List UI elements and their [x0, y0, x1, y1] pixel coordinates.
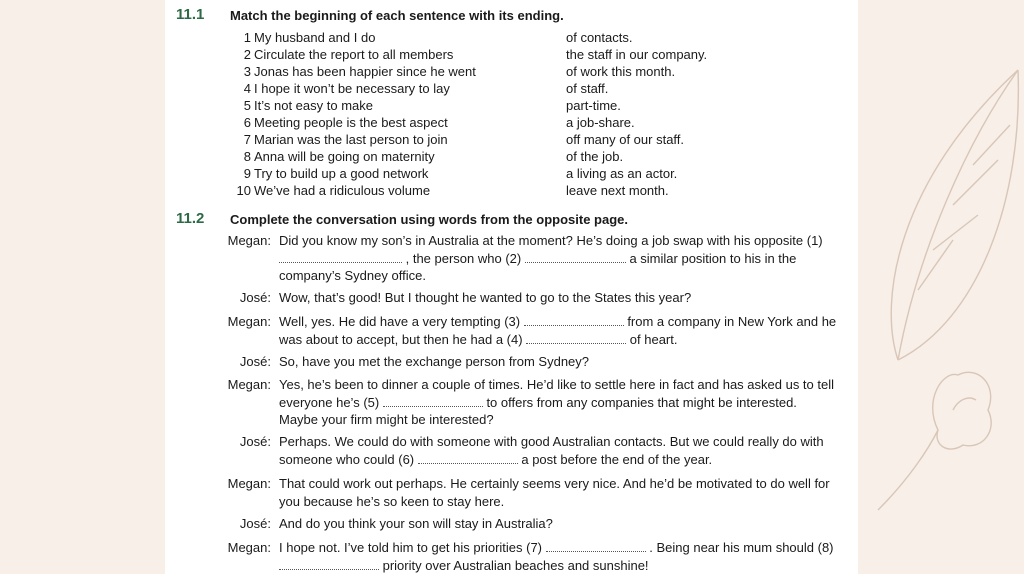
speaker-label: Megan: — [227, 314, 271, 329]
answer-blank-5[interactable] — [383, 395, 483, 407]
list-item: 10 We’ve had a ridiculous volume leave next month. — [236, 183, 669, 198]
speaker-label: Megan: — [227, 377, 271, 392]
list-item: 7 Marian was the last person to join off many of our staff. — [243, 132, 685, 147]
speaker-label: José: — [239, 354, 271, 369]
section-number-11-2: 11.2 — [176, 210, 205, 227]
answer-blank-8[interactable] — [279, 558, 379, 570]
dialogue-text: Wow, that’s good! But I thought he wanted to go to the States this year? — [279, 290, 692, 305]
answer-blank-6[interactable] — [418, 452, 518, 464]
list-item: 2 Circulate the report to all members the staff in our company. — [243, 47, 708, 62]
answer-blank-7[interactable] — [546, 540, 646, 552]
list-item: 1 My husband and I do of contacts. — [243, 30, 633, 45]
speaker-label: Megan: — [227, 233, 271, 248]
dialogue-text: And do you think your son will stay in Australia? — [279, 516, 553, 531]
dialogue-text: Perhaps. We could do with someone with good Australian contacts. But we could really do with someone who could (6) a post before the end of the year. — [279, 434, 824, 467]
list-item: 8 Anna will be going on maternity of the job. — [243, 149, 624, 164]
list-item: 5 It’s not easy to make part-time. — [243, 98, 621, 113]
dialogue-text: Yes, he’s been to dinner a couple of times. He’d like to settle here in fact and has asked us to tell everyone he’s (5) to offers from any companies that might be interested. Maybe your firm might be interested? — [279, 377, 835, 427]
section-number-11-1: 11.1 — [176, 6, 205, 23]
speaker-label: José: — [239, 434, 271, 449]
dialogue-text: Well, yes. He did have a very tempting (3) from a company in New York and he was about to accept, but then he had a (4) of heart. — [279, 314, 837, 347]
answer-blank-1[interactable] — [279, 251, 402, 263]
answer-blank-3[interactable] — [524, 314, 624, 326]
list-item: 3 Jonas has been happier since he went of work this month. — [243, 64, 676, 79]
workbook-page — [165, 0, 858, 574]
speaker-label: Megan: — [227, 540, 271, 555]
list-item: 9 Try to build up a good network a living as an actor. — [243, 166, 678, 181]
dialogue-text: So, have you met the exchange person from Sydney? — [279, 354, 590, 369]
list-item: 6 Meeting people is the best aspect a job-share. — [243, 115, 635, 130]
dialogue-text: Did you know my son’s in Australia at the moment? He’s doing a job swap with his opposite (1) , the person who (2) a similar position to his in the company’s Sydney office. — [279, 233, 823, 283]
speaker-label: Megan: — [227, 476, 271, 491]
answer-blank-2[interactable] — [525, 251, 626, 263]
answer-blank-4[interactable] — [526, 332, 626, 344]
speaker-label: José: — [239, 516, 271, 531]
dialogue-text: I hope not. I’ve told him to get his priorities (7) . Being near his mum should (8) priority over Australian beaches and sunshine! — [279, 540, 834, 573]
list-item: 4 I hope it won’t be necessary to lay of staff. — [243, 81, 609, 96]
leaf-illustration — [858, 0, 1024, 574]
section-title-11-1: Match the beginning of each sentence with its ending. — [230, 8, 564, 23]
dialogue-text: That could work out perhaps. He certainly seems very nice. And he’d be motivated to do well for you because he’s so keen to stay here. — [279, 476, 830, 509]
section-title-11-2: Complete the conversation using words from the opposite page. — [230, 212, 628, 227]
speaker-label: José: — [239, 290, 271, 305]
